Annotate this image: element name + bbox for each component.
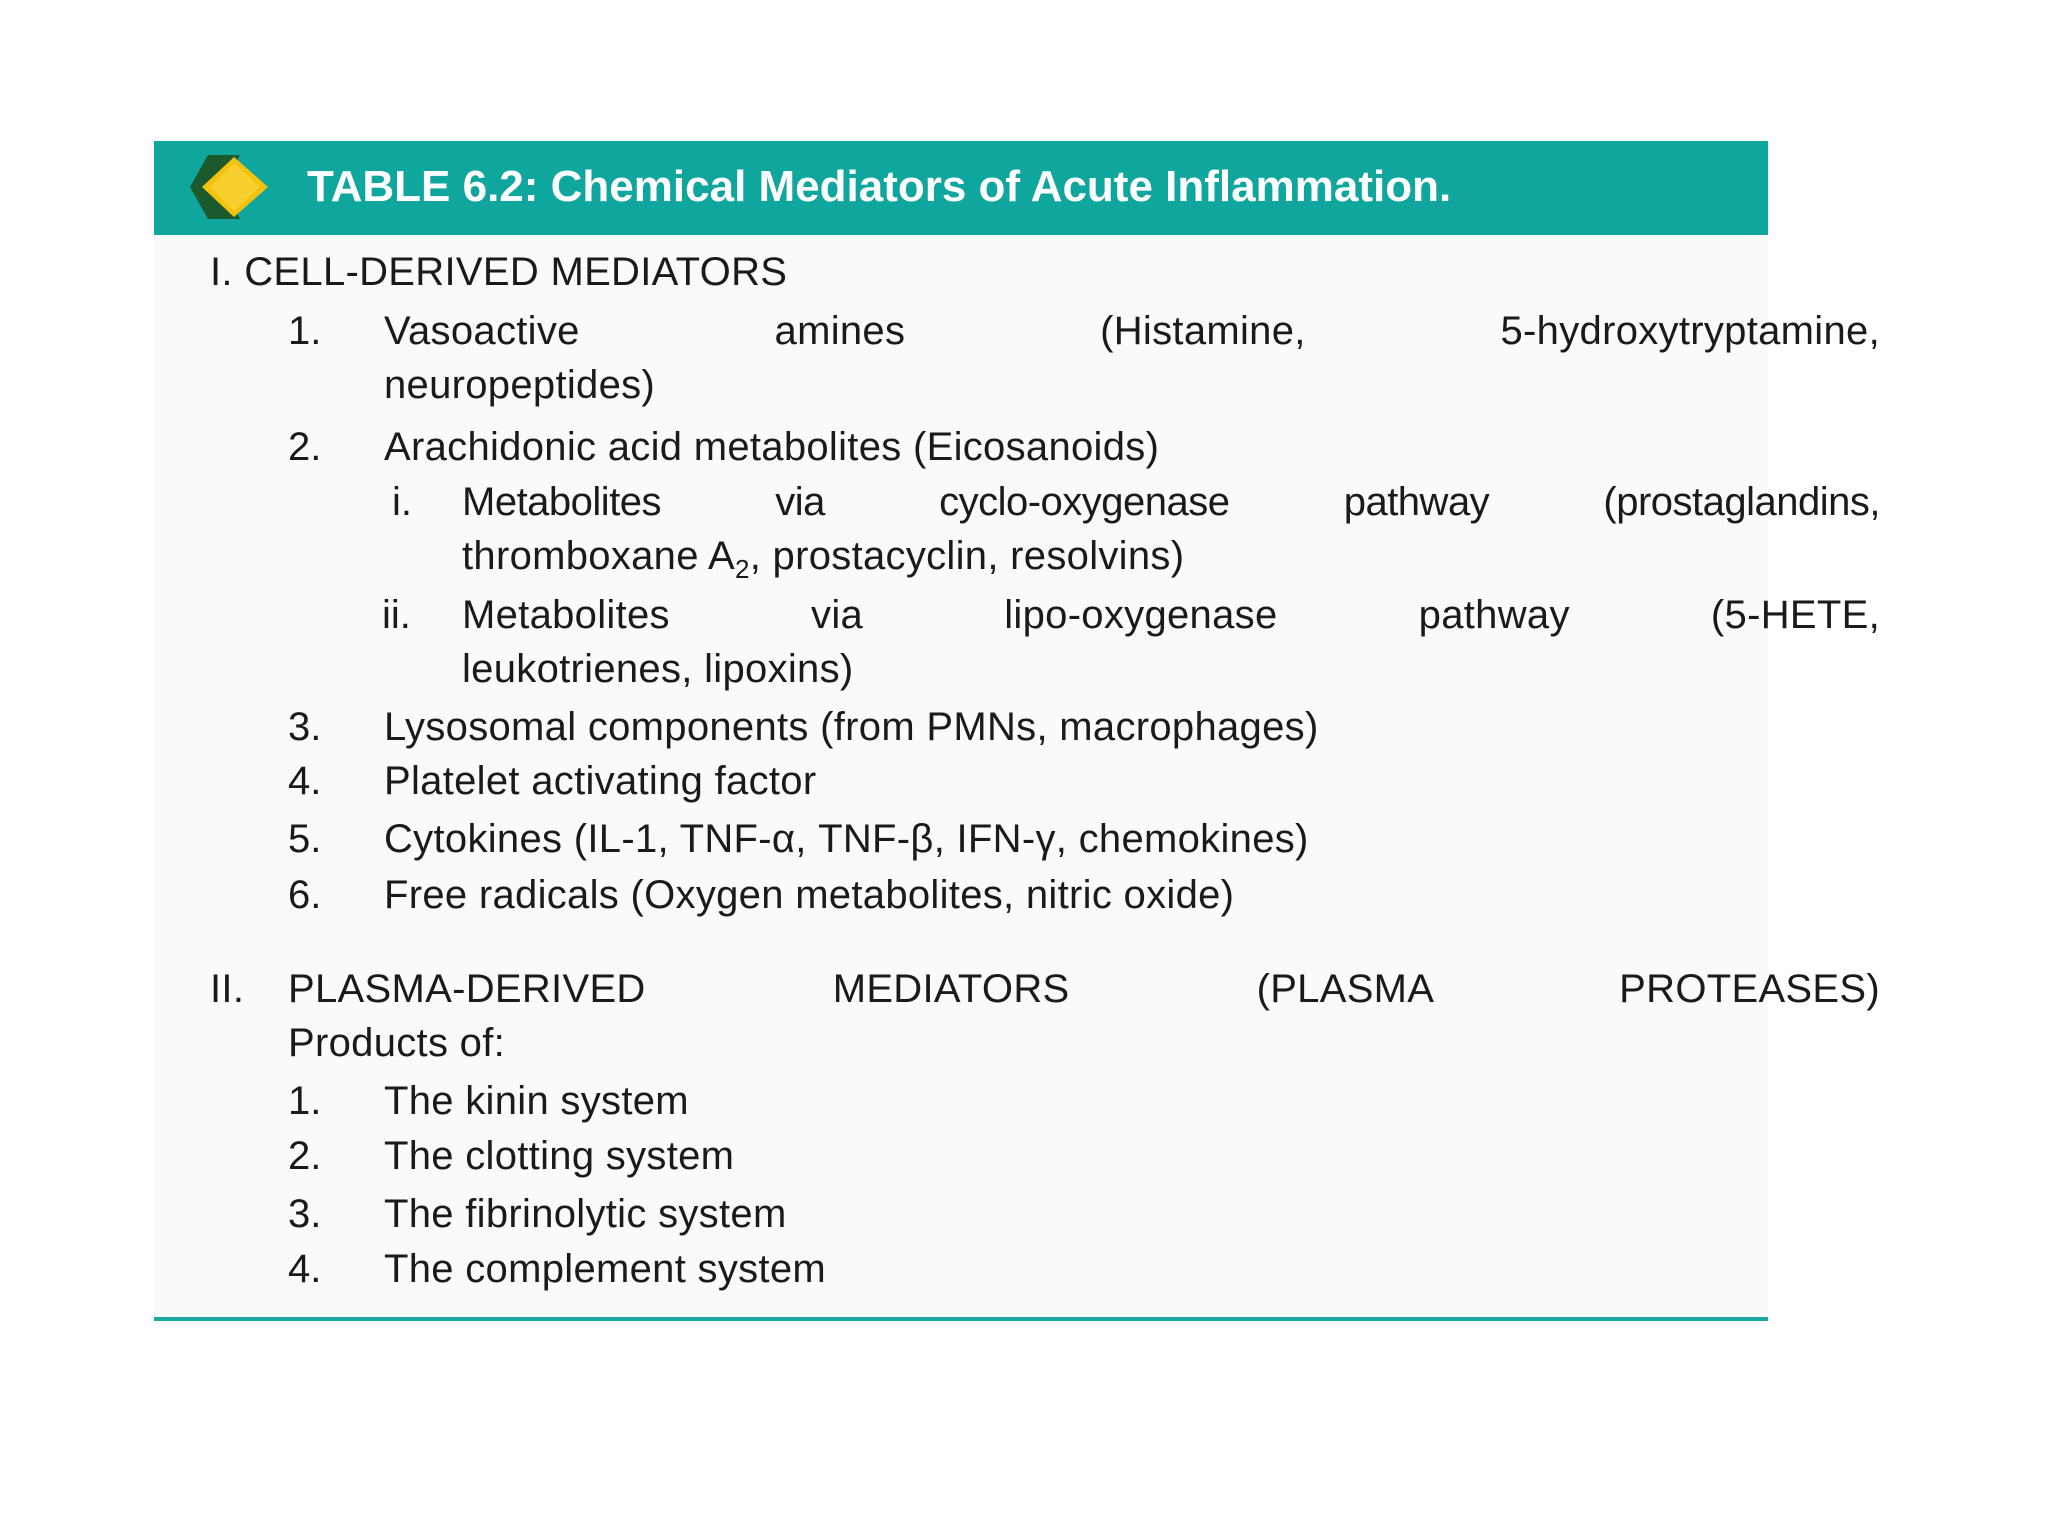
- list-number: 4.: [288, 1247, 322, 1291]
- list-item-text: Platelet activating factor: [384, 759, 817, 803]
- section-heading-cell-derived: I. CELL-DERIVED MEDIATORS: [210, 250, 788, 294]
- sublist-item-text: Metabolites via cyclo-oxygenase pathway (prostaglandins,: [462, 480, 1880, 524]
- list-item-text: Arachidonic acid metabolites (Eicosanoids): [384, 425, 1160, 469]
- subscript: 2: [734, 554, 750, 584]
- list-item-text: The clotting system: [384, 1134, 735, 1178]
- list-item-text: Lysosomal components (from PMNs, macrophages): [384, 705, 1319, 749]
- list-number: 1.: [288, 309, 322, 353]
- list-item-text: Cytokines (IL-1, TNF-α, TNF-β, IFN-γ, chemokines): [384, 817, 1309, 861]
- section-subheading: Products of:: [288, 1021, 506, 1065]
- list-item-text: The kinin system: [384, 1079, 689, 1123]
- sublist-item-text: Metabolites via lipo-oxygenase pathway (5-HETE,: [462, 593, 1880, 637]
- list-item-text-continued: neuropeptides): [384, 363, 656, 407]
- list-number: 6.: [288, 873, 322, 917]
- list-number: 2.: [288, 425, 322, 469]
- sublist-item-text-continued: leukotrienes, lipoxins): [462, 647, 854, 691]
- table-block: [154, 141, 1880, 1321]
- sublist-item-text-continued: [462, 531, 1185, 584]
- list-item-text: Free radicals (Oxygen metabolites, nitric oxide): [384, 873, 1235, 917]
- sublist-number: i.: [392, 480, 412, 524]
- list-number: 3.: [288, 705, 322, 749]
- table-title: TABLE 6.2: Chemical Mediators of Acute Inflammation.: [307, 162, 1452, 211]
- list-number: 2.: [288, 1134, 322, 1178]
- section-heading-plasma-derived: PLASMA-DERIVED MEDIATORS (PLASMA PROTEASES): [288, 967, 1880, 1011]
- sublist-text-part: , prostacyclin, resolvins): [749, 534, 1185, 578]
- list-item-text: The fibrinolytic system: [384, 1192, 787, 1236]
- diamond-icon: [184, 151, 274, 223]
- section-heading-number: II.: [210, 967, 245, 1011]
- list-number: 5.: [288, 817, 322, 861]
- list-number: 1.: [288, 1079, 322, 1123]
- sublist-text-part: thromboxane A: [462, 534, 735, 578]
- list-number: 3.: [288, 1192, 322, 1236]
- list-item-text: The complement system: [384, 1247, 827, 1291]
- list-number: 4.: [288, 759, 322, 803]
- sublist-number: ii.: [382, 593, 411, 637]
- table-header-bar: [154, 141, 1768, 235]
- list-item-text: Vasoactive amines (Histamine, 5-hydroxytryptamine,: [384, 309, 1880, 353]
